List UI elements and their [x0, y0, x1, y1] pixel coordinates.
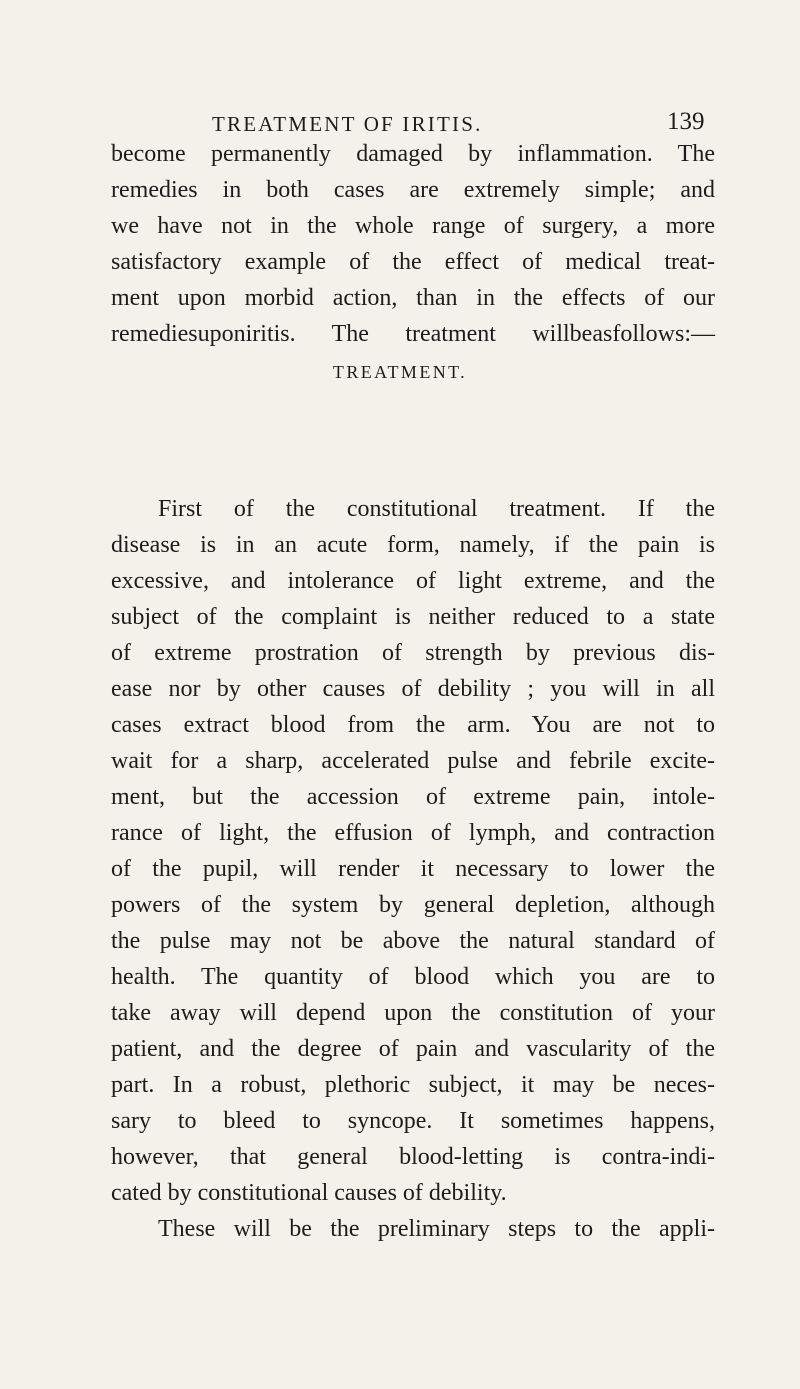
paragraph-1	[111, 136, 715, 352]
text-line: satisfactory example of the effect of medical treat-	[111, 249, 715, 275]
text-line: of the pupil, will render it necessary to lower the	[111, 856, 715, 882]
section-heading: TREATMENT.	[332, 362, 468, 382]
text-line: These will be the preliminary steps to the appli-	[158, 1216, 715, 1242]
text-line: powers of the system by general depletion, although	[111, 892, 715, 918]
text-line: ment upon morbid action, than in the effects of our	[111, 285, 715, 311]
text-line: remedies in both cases are extremely simple; and	[111, 177, 715, 203]
text-line: ease nor by other causes of debility ; you will in all	[111, 676, 715, 702]
text-line: we have not in the whole range of surgery, a more	[111, 213, 715, 239]
text-line: disease is in an acute form, namely, if the pain is	[111, 532, 715, 558]
text-line: become permanently damaged by inflammation. The	[111, 141, 715, 167]
text-line: take away will depend upon the constitution of your	[111, 1000, 715, 1026]
text-line: subject of the complaint is neither reduced to a state	[111, 604, 715, 630]
text-line: remediesuponiritis. The treatment willbeasfollows:—	[111, 321, 715, 347]
text-line: cated by constitutional causes of debility.	[111, 1180, 507, 1206]
text-line: First of the constitutional treatment. If the	[158, 496, 715, 522]
text-line: ment, but the accession of extreme pain, intole-	[111, 784, 715, 810]
text-line: sary to bleed to syncope. It sometimes happens,	[111, 1108, 715, 1134]
text-line: excessive, and intolerance of light extreme, and the	[111, 568, 715, 594]
running-title: TREATMENT OF IRITIS.	[212, 112, 483, 136]
text-line: of extreme prostration of strength by previous dis-	[111, 640, 715, 666]
text-line: cases extract blood from the arm. You are not to	[111, 712, 715, 738]
text-line: health. The quantity of blood which you are to	[111, 964, 715, 990]
text-line: part. In a robust, plethoric subject, it may be neces-	[111, 1072, 715, 1098]
text-line: wait for a sharp, accelerated pulse and febrile excite-	[111, 748, 715, 774]
text-line: rance of light, the effusion of lymph, and contraction	[111, 820, 715, 846]
paragraph-2	[111, 491, 715, 1247]
page-number: 139	[667, 108, 705, 135]
text-line: the pulse may not be above the natural standard of	[111, 928, 715, 954]
text-line: however, that general blood-letting is contra-indi-	[111, 1144, 715, 1170]
text-line: patient, and the degree of pain and vascularity of the	[111, 1036, 715, 1062]
